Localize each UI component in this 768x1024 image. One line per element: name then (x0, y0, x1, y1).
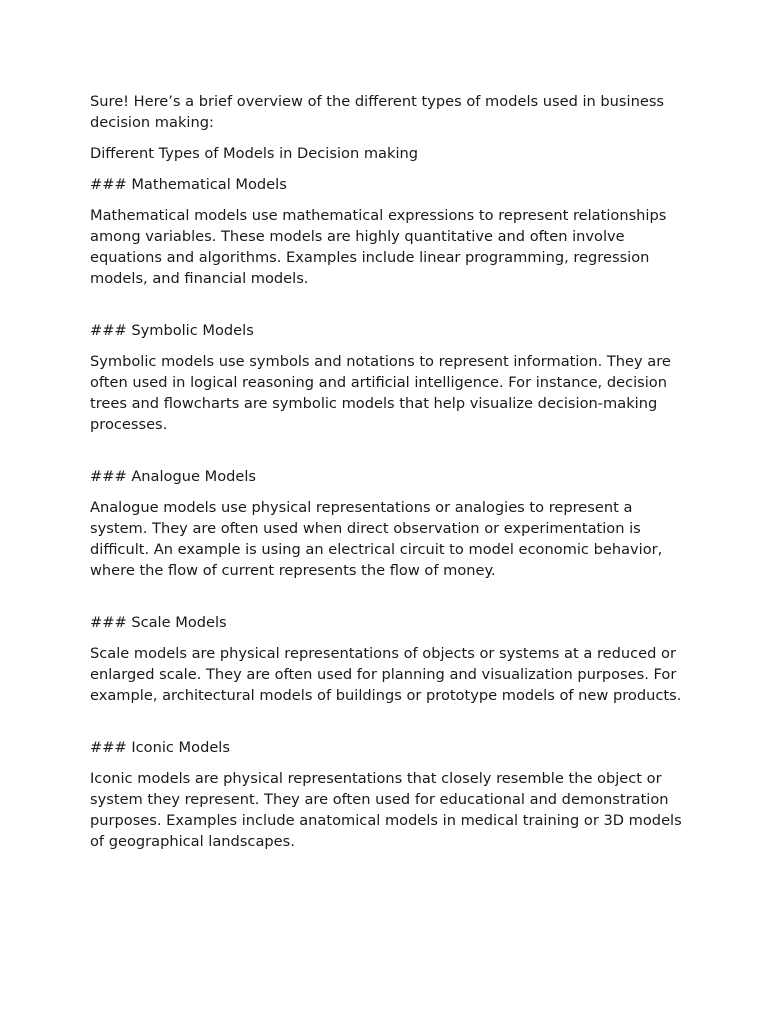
section-spacer (90, 716, 684, 737)
section-heading-symbolic: ### Symbolic Models (90, 322, 254, 339)
section-body-symbolic: Symbolic models use symbols and notations to represent information. They are often used in logical reasoning and artificial intelligence. For instance, decision trees and flowcharts are symbolic models that help visualize decision-making processes. (90, 353, 671, 433)
document-body (90, 91, 684, 862)
section-body-iconic: Iconic models are physical representations that closely resemble the object or system they represent. They are often used for educational and demonstration purposes. Examples include anatomical models in medical training or 3D models of geographical landscapes. (90, 770, 682, 850)
section-spacer (90, 445, 684, 466)
section-body-mathematical: Mathematical models use mathematical expressions to represent relationships among variables. These models are highly quantitative and often involve equations and algorithms. Examples include linear programming, regression models, and financial models. (90, 207, 667, 287)
section-spacer (90, 591, 684, 612)
section-spacer (90, 299, 684, 320)
section-heading-scale: ### Scale Models (90, 614, 227, 631)
section-body-analogue: Analogue models use physical representations or analogies to represent a system. They are often used when direct observation or experimentation is difficult. An example is using an electrical circuit to model economic behavior, where the flow of current represents the flow of money. (90, 499, 663, 579)
section-heading-mathematical: ### Mathematical Models (90, 176, 287, 193)
section-body-scale: Scale models are physical representations of objects or systems at a reduced or enlarged scale. They are often used for planning and visualization purposes. For example, architectural models of buildings or prototype models of new products. (90, 645, 682, 704)
document-subtitle: Different Types of Models in Decision making (90, 145, 419, 162)
section-heading-analogue: ### Analogue Models (90, 468, 257, 485)
section-heading-iconic: ### Iconic Models (90, 739, 230, 756)
intro-paragraph: Sure! Here’s a brief overview of the different types of models used in business decision making: (90, 93, 665, 131)
